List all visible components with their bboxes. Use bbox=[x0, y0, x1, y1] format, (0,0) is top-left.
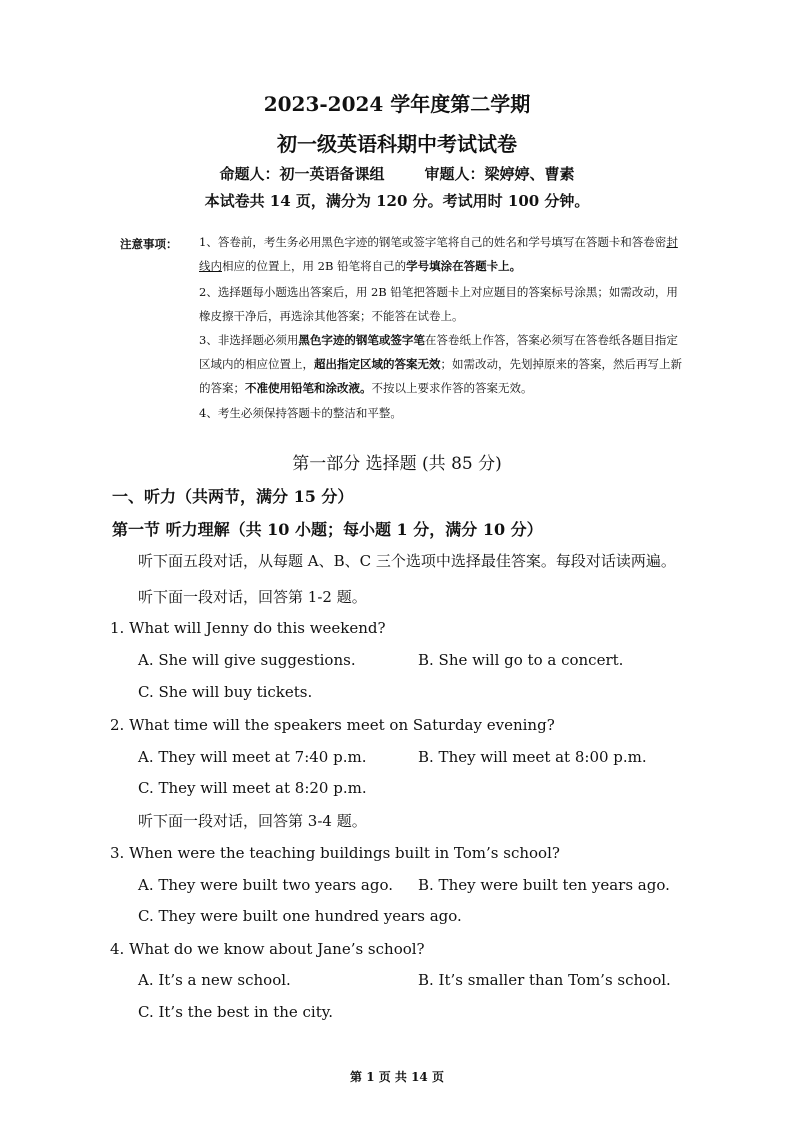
question-4-option-a: A. It’s a new school. bbox=[138, 971, 291, 989]
question-1: 1. What will Jenny do this weekend? bbox=[110, 619, 386, 637]
question-4-option-b: B. It’s smaller than Tom’s school. bbox=[418, 971, 671, 989]
notice-item-1-b: 封线内 bbox=[199, 235, 678, 273]
part-title: 第一部分 选择题 (共 85 分) bbox=[292, 454, 502, 474]
question-2-option-c: C. They will meet at 8:20 p.m. bbox=[138, 779, 367, 797]
notice-item-3 bbox=[199, 328, 685, 400]
notice-item-4: 4、考生必须保持答题卡的整洁和平整。 bbox=[199, 406, 402, 420]
question-3: 3. When were the teaching buildings built in Tom’s school? bbox=[110, 844, 560, 862]
exam-authors bbox=[0, 163, 794, 184]
notice-item-3-g: 不按以上要求作答的答案无效。 bbox=[371, 381, 533, 395]
exam-info: 本试卷共 14 页，满分为 120 分。考试用时 100 分钟。 bbox=[204, 192, 590, 210]
notice-item-1-d: 学号填涂在答题卡上。 bbox=[406, 259, 522, 273]
notice-item-3-c: 在答卷纸上作答，答案必须写在答卷纸各题目指定区域内的相应位置上， bbox=[199, 333, 678, 371]
question-3-option-b: B. They were built ten years ago. bbox=[418, 876, 670, 894]
notice-item-1-a: 1、答卷前，考生务必用黑色字迹的钢笔或签字笔将自己的姓名和学号填写在答题卡和答卷密 bbox=[199, 235, 667, 249]
notice-label: 注意事项： bbox=[120, 237, 178, 251]
notice-item-3-e: ；如需改动，先划掉原来的答案，然后再写上新的答案； bbox=[199, 357, 682, 395]
question-3-option-c: C. They were built one hundred years ago. bbox=[138, 907, 462, 925]
exam-subject-title: 初一级英语科期中考试试卷 bbox=[277, 132, 517, 156]
question-1-option-b: B. She will go to a concert. bbox=[418, 651, 624, 669]
question-2-option-a: A. They will meet at 7:40 p.m. bbox=[138, 748, 367, 766]
question-4-option-c: C. It’s the best in the city. bbox=[138, 1003, 334, 1021]
notice-item-3-f: 不准使用铅笔和涂改液。 bbox=[245, 381, 372, 395]
setter-label: 命题人：初一英语备课组 bbox=[219, 165, 385, 183]
page-footer: 第 1 页 共 14 页 bbox=[350, 1070, 444, 1084]
instruction-q1-2: 听下面一段对话，回答第 1-2 题。 bbox=[138, 588, 367, 606]
question-2: 2. What time will the speakers meet on Saturday evening? bbox=[110, 716, 555, 734]
section-listening-comprehension: 第一节 听力理解（共 10 小题；每小题 1 分，满分 10 分） bbox=[112, 520, 543, 539]
question-3-option-a: A. They were built two years ago. bbox=[138, 876, 394, 894]
notice-item-1 bbox=[199, 230, 685, 278]
question-4: 4. What do we know about Jane’s school? bbox=[110, 940, 425, 958]
notice-item-2: 2、选择题每小题选出答案后，用 2B 铅笔把答题卡上对应题目的答案标号涂黑；如需改动，用橡皮擦干净后，再选涂其他答案；不能答在试卷上。 bbox=[199, 285, 678, 323]
notice-item-3-a: 3、非选择题必须用 bbox=[199, 333, 299, 347]
notice-item-3-d: 超出指定区域的答案无效 bbox=[314, 357, 441, 371]
notice-item-1-c: 相应的位置上，用 2B 铅笔将自己的 bbox=[222, 259, 407, 273]
notice-item-3-b: 黑色字迹的钢笔或签字笔 bbox=[298, 333, 425, 347]
instruction-q3-4: 听下面一段对话，回答第 3-4 题。 bbox=[138, 812, 367, 830]
question-2-option-b: B. They will meet at 8:00 p.m. bbox=[418, 748, 647, 766]
exam-term-title: 2023-2024 学年度第二学期 bbox=[263, 92, 531, 116]
reviewer-label: 审题人：梁婷婷、曹素 bbox=[424, 165, 575, 183]
question-1-option-a: A. She will give suggestions. bbox=[138, 651, 356, 669]
question-1-option-c: C. She will buy tickets. bbox=[138, 683, 313, 701]
instruction-main: 听下面五段对话，从每题 A、B、C 三个选项中选择最佳答案。每段对话读两遍。 bbox=[138, 552, 676, 570]
section-listening: 一、听力（共两节，满分 15 分） bbox=[112, 487, 354, 506]
